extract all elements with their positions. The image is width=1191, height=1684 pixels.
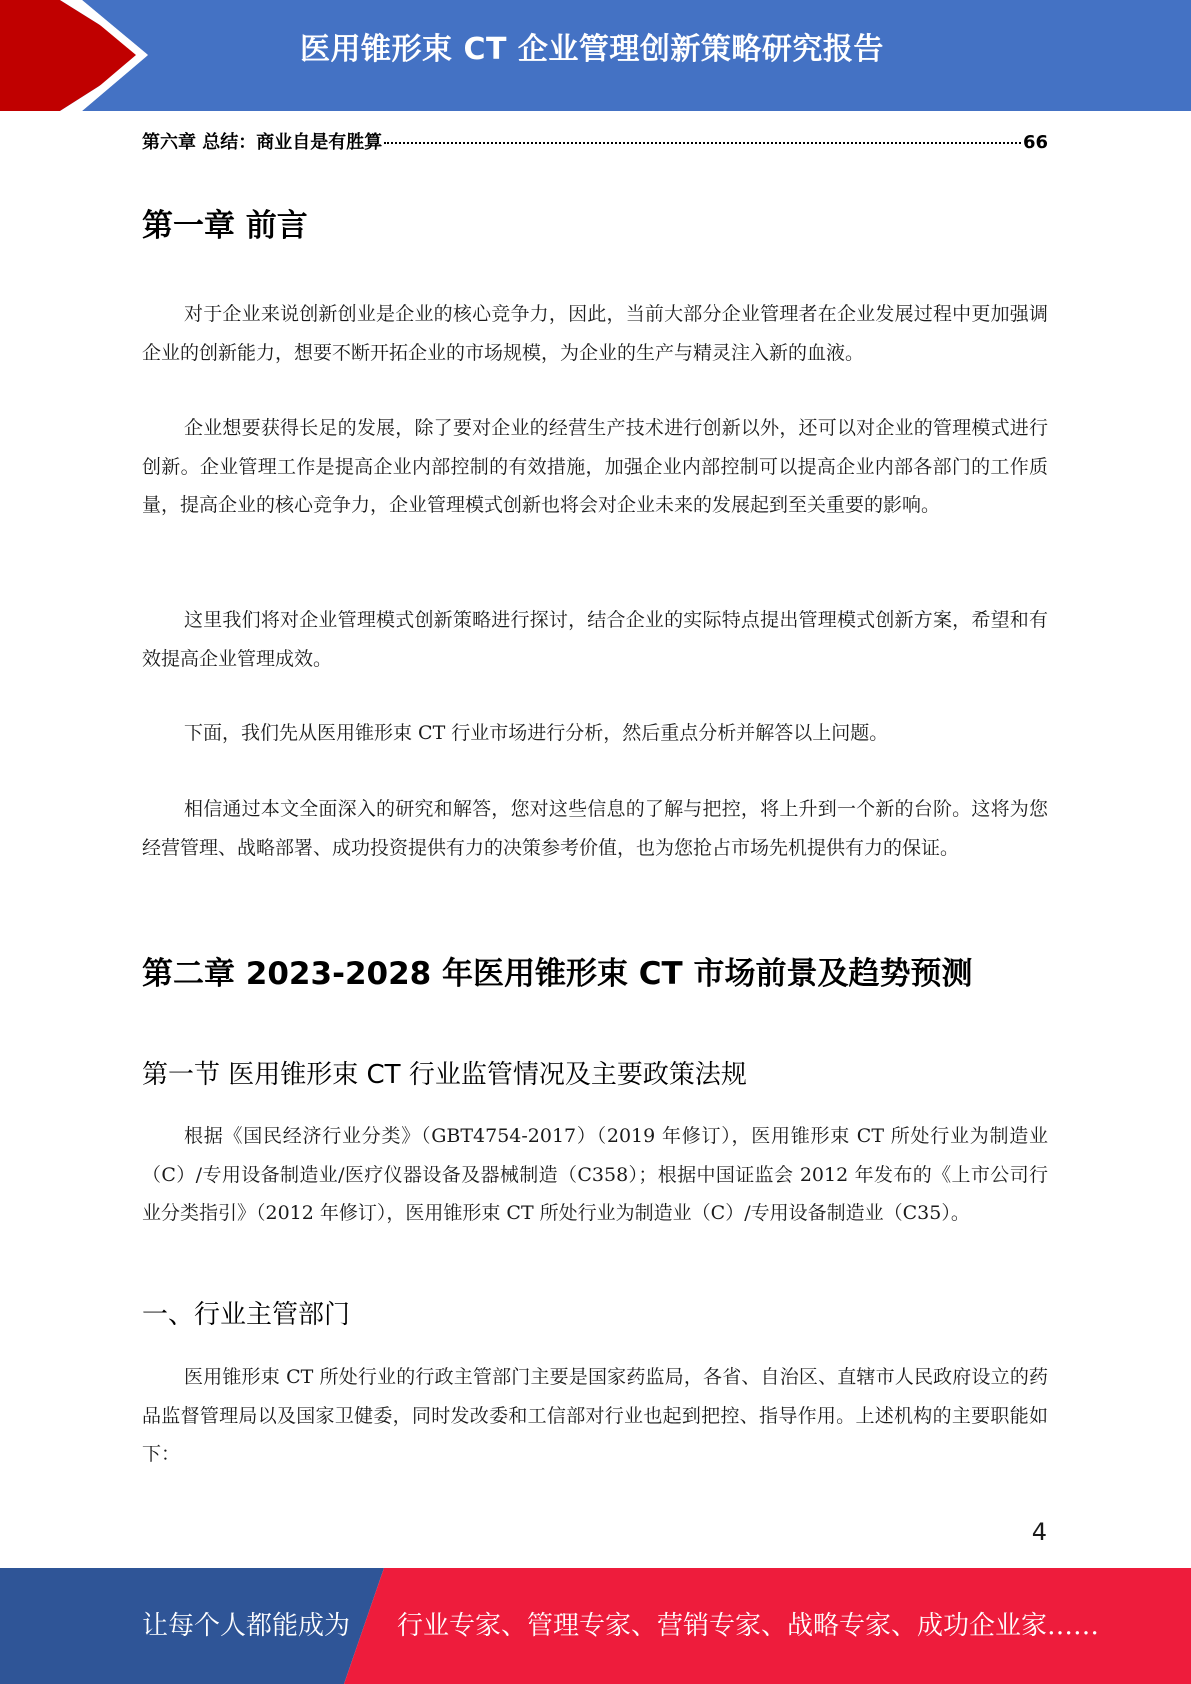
chapter2-title: 第二章 2023-2028 年医用锥形束 CT 市场前景及趋势预测 — [142, 956, 973, 992]
chapter1-paragraph-2: 企业想要获得长足的发展，除了要对企业的经营生产技术进行创新以外，还可以对企业的管理模式进行创新。企业管理工作是提高企业内部控制的有效措施，加强企业内部控制可以提高企业内部各部门的工作质量，提高企业的核心竞争力，企业管理模式创新也将会对企业未来的发展起到至关重要的影响。 — [142, 417, 1048, 516]
toc-entry[interactable] — [142, 128, 1048, 154]
chapter1-title: 第一章 前言 — [142, 208, 308, 244]
toc-entry-page: 66 — [1022, 132, 1048, 153]
footer-banner — [0, 1568, 1191, 1684]
chapter2-subsection1-paragraph: 医用锥形束 CT 所处行业的行政主管部门主要是国家药监局，各省、自治区、直辖市人民政府设立的药品监督管理局以及国家卫健委，同时发改委和工信部对行业也起到把控、指导作用。上述机构的主要职能如下： — [142, 1366, 1048, 1465]
toc-entry-label: 第六章 总结：商业自是有胜算 — [142, 132, 383, 153]
page-number: 4 — [1031, 1518, 1047, 1546]
toc-leader-dots — [384, 142, 1021, 144]
header-banner — [0, 0, 1191, 111]
footer-left-text: 让每个人都能成为 — [142, 1611, 351, 1641]
footer-right-text: 行业专家、管理专家、营销专家、战略专家、成功企业家…… — [397, 1611, 1100, 1641]
chapter2-section1-paragraph: 根据《国民经济行业分类》（GBT4754-2017）（2019 年修订），医用锥形束 CT 所处行业为制造业（C）/专用设备制造业/医疗仪器设备及器械制造（C358）；根据中国证监会 2012 年发布的《上市公司行业分类指引》（2012 年修订），医用锥形束 CT 所处行业为制造业（C）/专用设备制造业（C35）。 — [142, 1125, 1048, 1224]
chapter1-paragraph-1: 对于企业来说创新创业是企业的核心竞争力，因此，当前大部分企业管理者在企业发展过程中更加强调企业的创新能力，想要不断开拓企业的市场规模，为企业的生产与精灵注入新的血液。 — [142, 303, 1048, 364]
chapter1-paragraph-5: 相信通过本文全面深入的研究和解答，您对这些信息的了解与把控，将上升到一个新的台阶。这将为您经营管理、战略部署、成功投资提供有力的决策参考价值，也为您抢占市场先机提供有力的保证。 — [142, 798, 1048, 859]
header-title: 医用锥形束 CT 企业管理创新策略研究报告 — [300, 32, 884, 67]
chapter1-paragraph-4: 下面，我们先从医用锥形束 CT 行业市场进行分析，然后重点分析并解答以上问题。 — [184, 722, 889, 744]
chapter2-subsection1-title: 一、行业主管部门 — [142, 1300, 351, 1330]
chapter1-paragraph-3: 这里我们将对企业管理模式创新策略进行探讨，结合企业的实际特点提出管理模式创新方案，希望和有效提高企业管理成效。 — [142, 609, 1048, 670]
chapter2-section1-title: 第一节 医用锥形束 CT 行业监管情况及主要政策法规 — [142, 1060, 747, 1090]
